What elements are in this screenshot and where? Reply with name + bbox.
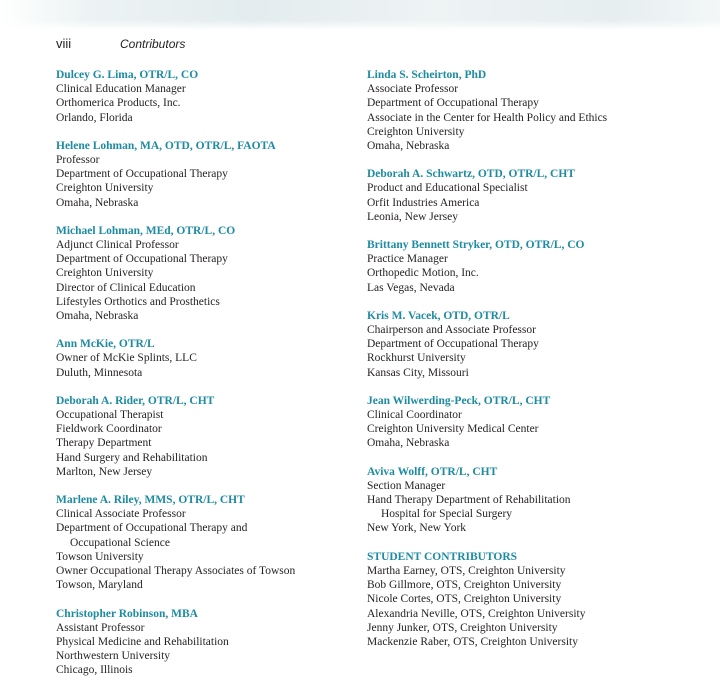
contributor-line: Fieldwork Coordinator [56, 423, 162, 436]
contributor-line: Northwestern University [56, 650, 171, 663]
contributor-name: Deborah A. Schwartz, OTD, OTR/L, CHT [367, 168, 575, 181]
contributor-name: Linda S. Scheirton, PhD [367, 69, 487, 81]
contributor-name: Brittany Bennett Stryker, OTD, OTR/L, CO [367, 239, 585, 252]
contributor-line: Chicago, Illinois [56, 664, 133, 677]
contributor-line: Duluth, Minnesota [56, 366, 143, 379]
contributor-name: Kris M. Vacek, OTD, OTR/L [367, 309, 510, 322]
contributor-line: Department of Occupational Therapy and [56, 522, 248, 535]
contributor-line: New York, New York [367, 522, 467, 535]
contributor-line: Department of Occupational Therapy [367, 97, 539, 110]
contributor-name: Deborah A. Rider, OTR/L, CHT [56, 394, 215, 407]
contributor-line: Clinical Coordinator [367, 409, 462, 422]
contributor-line: Director of Clinical Education [56, 281, 196, 294]
contributor-name: Ann McKie, OTR/L [56, 338, 155, 351]
contributor-line: Professor [56, 154, 100, 167]
running-head: Contributors [120, 37, 186, 51]
contributor-line: Owner of McKie Splints, LLC [56, 352, 197, 365]
contributor-line: Occupational Therapist [56, 409, 164, 422]
contributor-name: Aviva Wolff, OTR/L, CHT [367, 465, 498, 478]
contributor-line: Owner Occupational Therapy Associates of Towson [56, 565, 296, 578]
contributor-line: Omaha, Nebraska [56, 310, 139, 323]
contributor-line: Towson, Maryland [56, 579, 143, 592]
contributor-line: Orlando, Florida [56, 111, 133, 124]
page-number: viii [56, 36, 72, 51]
section-heading: STUDENT CONTRIBUTORS [367, 550, 518, 563]
student-name: Mackenzie Raber, OTS, Creighton University [367, 635, 578, 648]
contributor-line: Hospital for Special Surgery [381, 508, 513, 521]
student-name: Bob Gillmore, OTS, Creighton University [367, 579, 562, 592]
contributor-entry [56, 224, 356, 323]
contributor-line: Lifestyles Orthotics and Prosthetics [56, 295, 220, 308]
contributor-line: Adjunct Clinical Professor [56, 239, 179, 252]
contributor-line: Clinical Associate Professor [56, 508, 186, 521]
contributor-name: Christopher Robinson, MBA [56, 607, 198, 620]
contributor-line: Creighton University [367, 125, 465, 138]
contributor-entry [56, 68, 356, 125]
contributor-entry [56, 394, 356, 479]
contributor-line: Omaha, Nebraska [367, 437, 450, 450]
contributor-line: Towson University [56, 550, 144, 563]
contributor-line: Leonia, New Jersey [367, 210, 459, 223]
student-name: Jenny Junker, OTS, Creighton University [367, 621, 558, 634]
student-name: Martha Earney, OTS, Creighton University [367, 564, 566, 577]
contributor-line: Orthopedic Motion, Inc. [367, 267, 479, 280]
contributor-line: Orthomerica Products, Inc. [56, 97, 181, 110]
contributor-entry [367, 465, 697, 536]
contributor-line: Creighton University [56, 267, 154, 280]
contributor-line: Omaha, Nebraska [367, 140, 450, 153]
contributor-line: Department of Occupational Therapy [367, 338, 539, 351]
contributor-line: Hand Surgery and Rehabilitation [56, 451, 208, 464]
contributor-line: Kansas City, Missouri [367, 366, 469, 379]
contributor-line: Occupational Science [70, 536, 170, 549]
contributor-name: Jean Wilwerding-Peck, OTR/L, CHT [367, 394, 551, 407]
contributor-line: Associate Professor [367, 83, 459, 96]
student-name: Alexandria Neville, OTS, Creighton University [367, 607, 586, 620]
contributor-line: Orfit Industries America [367, 196, 480, 209]
contributor-name: Dulcey G. Lima, OTR/L, CO [56, 69, 199, 81]
contributor-entry [56, 337, 356, 380]
contributor-name: Helene Lohman, MA, OTD, OTR/L, FAOTA [56, 139, 276, 152]
contributor-line: Section Manager [367, 479, 446, 492]
contributor-line: Product and Educational Specialist [367, 182, 528, 195]
contributor-line: Department of Occupational Therapy [56, 253, 228, 266]
contributor-line: Physical Medicine and Rehabilitation [56, 635, 229, 648]
contributor-name: Marlene A. Riley, MMS, OTR/L, CHT [56, 494, 245, 507]
contributor-entry [56, 493, 356, 592]
contributor-entry [367, 68, 697, 153]
contributor-line: Clinical Education Manager [56, 83, 186, 96]
contributor-line: Omaha, Nebraska [56, 196, 139, 209]
student-contributors-section [367, 550, 697, 649]
contributor-entry [367, 394, 697, 451]
contributor-line: Creighton University [56, 182, 154, 195]
contributor-line: Hand Therapy Department of Rehabilitation [367, 494, 571, 507]
contributor-entry [367, 309, 697, 380]
page-header [56, 36, 185, 52]
contributor-line: Department of Occupational Therapy [56, 168, 228, 181]
contributor-line: Assistant Professor [56, 621, 145, 634]
left-column [56, 68, 356, 692]
contributor-name: Michael Lohman, MEd, OTR/L, CO [56, 224, 236, 237]
right-column [367, 68, 697, 663]
contributor-line: Associate in the Center for Health Policy and Ethics [367, 111, 608, 124]
contributor-line: Marlton, New Jersey [56, 465, 153, 478]
contributor-entry [56, 607, 356, 678]
contributor-line: Chairperson and Associate Professor [367, 324, 536, 337]
contributor-entry [56, 139, 356, 210]
contributor-line: Las Vegas, Nevada [367, 281, 455, 294]
contributor-entry [367, 167, 697, 224]
contributor-line: Rockhurst University [367, 352, 466, 365]
decorative-header-band [0, 0, 720, 30]
contributor-line: Therapy Department [56, 437, 152, 450]
contributor-entry [367, 238, 697, 295]
contributor-line: Creighton University Medical Center [367, 423, 539, 436]
contributor-line: Practice Manager [367, 253, 448, 266]
student-name: Nicole Cortes, OTS, Creighton University [367, 593, 562, 606]
